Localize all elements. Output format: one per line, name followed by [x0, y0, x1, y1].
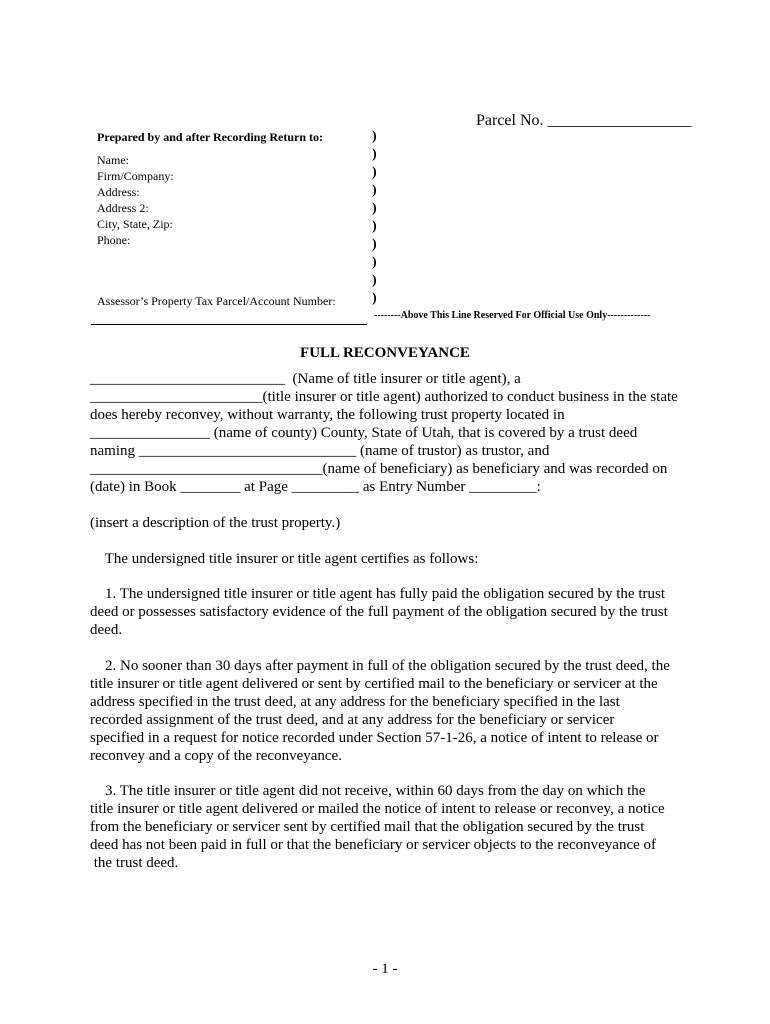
paragraph-1-line: 1. The undersigned title insurer or title agent has fully paid the obligation secured by the trust	[90, 586, 666, 602]
intro-line: (date) in Book ________ at Page _________ as Entry Number _________:	[90, 479, 541, 495]
paragraph-3-line: the trust deed.	[90, 855, 179, 871]
paragraph-2-line: address specified in the trust deed, at any address for the beneficiary specified in the last	[90, 694, 620, 710]
intro-line: _______________________(title insurer or title agent) authorized to conduct business in the state	[90, 389, 678, 405]
paragraph-1-line: deed.	[90, 622, 123, 638]
bracket-mark: )	[372, 273, 377, 288]
address2-field-label: Address 2:	[97, 201, 149, 215]
city-state-zip-field-label: City, State, Zip:	[97, 217, 173, 231]
bracket-mark: )	[372, 183, 377, 198]
document-title: FULL RECONVEYANCE	[300, 345, 470, 361]
address-field-label: Address:	[97, 185, 140, 199]
name-field-label: Name:	[97, 153, 129, 167]
intro-line: _______________________________(name of beneficiary) as beneficiary and was recorded on	[90, 461, 668, 477]
paragraph-2-line: recorded assignment of the trust deed, and at any address for the beneficiary or servicer	[90, 712, 615, 728]
bracket-mark: )	[372, 237, 377, 252]
intro-line: naming _____________________________ (name of trustor) as trustor, and	[90, 443, 550, 459]
intro-line: does hereby reconvey, without warranty, the following trust property located in	[90, 407, 565, 423]
bracket-mark: )	[372, 129, 377, 144]
intro-line: __________________________ (Name of title insurer or title agent), a	[90, 371, 521, 387]
parcel-number-label: Parcel No. __________________	[476, 112, 692, 129]
property-description-note: (insert a description of the trust property.)	[90, 515, 341, 531]
bracket-mark: )	[372, 219, 377, 234]
prepared-by-heading: Prepared by and after Recording Return to:	[97, 130, 323, 144]
assessor-parcel-label: Assessor’s Property Tax Parcel/Account Number:	[97, 294, 336, 308]
paragraph-1-line: deed or possesses satisfactory evidence of the full payment of the obligation secured by the trust	[90, 604, 668, 620]
paragraph-3-line: title insurer or title agent delivered or mailed the notice of intent to release or reconvey, a notice	[90, 801, 665, 817]
paragraph-2-line: specified in a request for notice recorded under Section 57-1-26, a notice of intent to release or	[90, 730, 659, 746]
bracket-mark: )	[372, 147, 377, 162]
bracket-mark: )	[372, 255, 377, 270]
paragraph-3-line: 3. The title insurer or title agent did not receive, within 60 days from the day on which the	[90, 783, 646, 799]
page-number: - 1 -	[372, 961, 398, 977]
bracket-mark: )	[372, 201, 377, 216]
phone-field-label: Phone:	[97, 233, 131, 247]
paragraph-2-line: reconvey and a copy of the reconveyance.	[90, 748, 342, 764]
paragraph-3-line: from the beneficiary or servicer sent by certified mail that the obligation secured by the trust	[90, 819, 645, 835]
certifies-statement: The undersigned title insurer or title agent certifies as follows:	[90, 551, 479, 567]
recording-divider-line	[91, 324, 367, 325]
bracket-mark: )	[372, 291, 377, 306]
firm-field-label: Firm/Company:	[97, 169, 174, 183]
paragraph-3-line: deed has not been paid in full or that the beneficiary or servicer objects to the reconveyance of	[90, 837, 657, 853]
paragraph-2-line: 2. No sooner than 30 days after payment in full of the obligation secured by the trust deed, the	[90, 658, 670, 674]
bracket-mark: )	[372, 165, 377, 180]
paragraph-2-line: title insurer or title agent delivered or sent by certified mail to the beneficiary or servicer at the	[90, 676, 658, 692]
official-use-note: --------Above This Line Reserved For Official Use Only-------------	[374, 310, 651, 321]
intro-line: ________________ (name of county) County, State of Utah, that is covered by a trust deed	[90, 425, 638, 441]
